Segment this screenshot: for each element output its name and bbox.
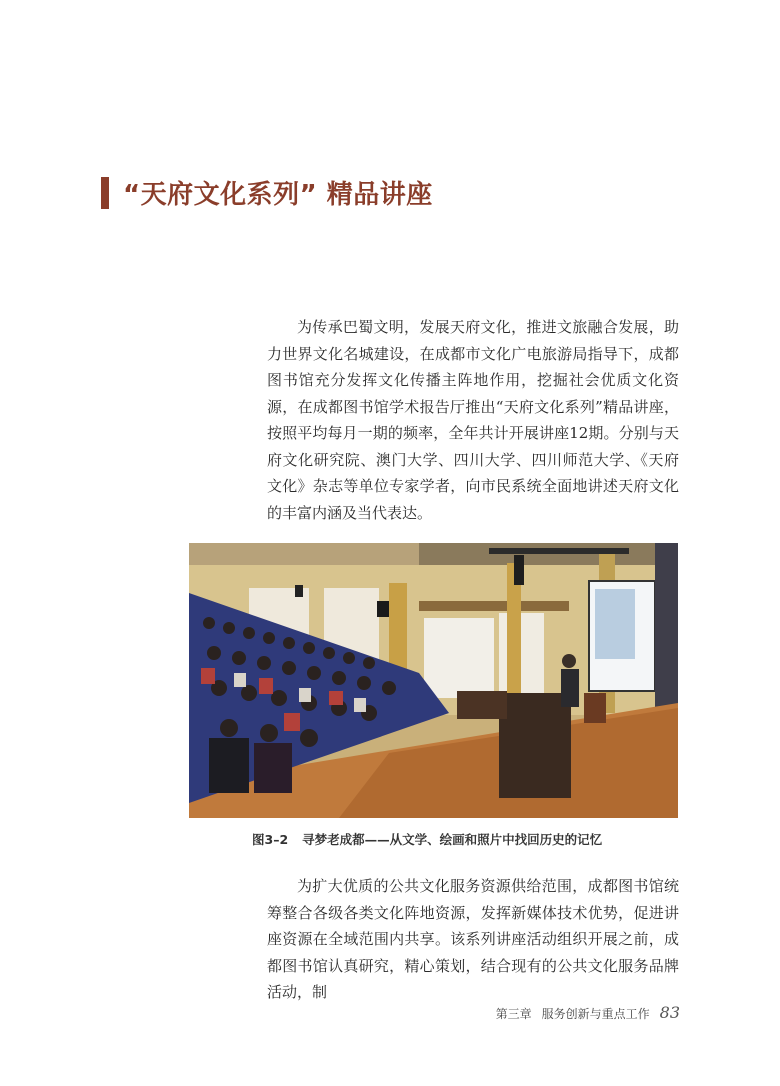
footer-chapter: 第三章 <box>495 1007 532 1021</box>
lecture-hall-photo <box>189 543 678 818</box>
heading-accent-bar <box>101 177 109 209</box>
footer-section: 服务创新与重点工作 <box>541 1007 650 1021</box>
figure-caption-text: 寻梦老成都——从文学、绘画和照片中找回历史的记忆 <box>302 832 603 847</box>
heading-title: “天府文化系列” 精品讲座 <box>123 180 433 210</box>
figure-caption <box>252 830 602 848</box>
figure-number: 图3–2 <box>252 832 289 847</box>
page-number: 83 <box>659 1003 680 1022</box>
section-heading <box>101 174 433 211</box>
page-footer <box>496 1003 680 1022</box>
body-paragraph-1: 为传承巴蜀文明，发展天府文化，推进文旅融合发展，助力世界文化名城建设，在成都市文化广电旅游局指导下，成都图书馆充分发挥文化传播主阵地作用，挖掘社会优质文化资源，在成都图书馆学术报告厅推出“天府文化系列”精品讲座，按照平均每月一期的频率，全年共计开展讲座12期。分别与天府文化研究院、澳门大学、四川大学、四川师范大学、《天府文化》杂志等单位专家学者，向市民系统全面地讲述天府文化的丰富内涵及当代表达。 <box>267 318 679 522</box>
body-paragraph-2: 为扩大优质的公共文化服务资源供给范围，成都图书馆统筹整合各级各类文化阵地资源，发挥新媒体技术优势，促进讲座资源在全域范围内共享。该系列讲座活动组织开展之前，成都图书馆认真研究，精心策划，结合现有的公共文化服务品牌活动，制 <box>267 877 679 1001</box>
